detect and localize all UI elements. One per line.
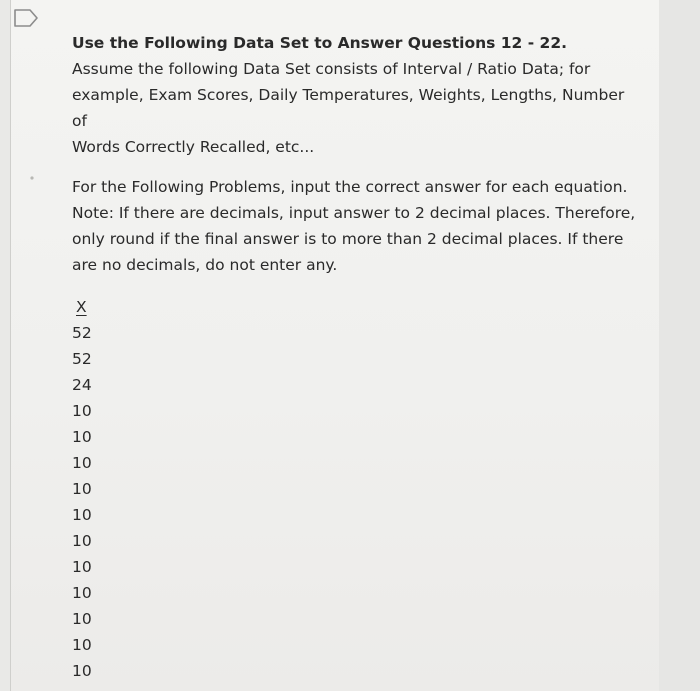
right-margin: [659, 0, 700, 691]
instruction-line: only round if the final answer is to more than 2 decimal places. If there: [72, 230, 624, 248]
data-value: 52: [72, 350, 92, 368]
intro-paragraph: [72, 56, 642, 160]
data-value: 10: [72, 636, 92, 654]
data-value: 10: [72, 480, 92, 498]
question-heading: Use the Following Data Set to Answer Questions 12 - 22.: [72, 34, 568, 52]
data-value: 10: [72, 532, 92, 550]
data-value: 10: [72, 454, 92, 472]
data-set-column: [72, 294, 112, 684]
data-value: 24: [72, 376, 92, 394]
side-mark-icon: [28, 175, 36, 181]
instructions-paragraph: [72, 174, 642, 278]
intro-line: Assume the following Data Set consists of Interval / Ratio Data; for: [72, 60, 591, 78]
data-value: 10: [72, 506, 92, 524]
data-value: 10: [72, 610, 92, 628]
data-value: 10: [72, 402, 92, 420]
intro-line: Words Correctly Recalled, etc...: [72, 138, 315, 156]
flag-icon[interactable]: [13, 8, 39, 28]
column-header-x: X: [76, 298, 87, 316]
instruction-line: Note: If there are decimals, input answer to 2 decimal places. Therefore,: [72, 204, 636, 222]
data-value: 10: [72, 558, 92, 576]
data-value: 10: [72, 428, 92, 446]
data-value: 10: [72, 662, 92, 680]
intro-line: example, Exam Scores, Daily Temperatures, Weights, Lengths, Number of: [72, 86, 625, 130]
question-content: [72, 30, 642, 684]
instruction-line: are no decimals, do not enter any.: [72, 256, 338, 274]
instruction-line: For the Following Problems, input the correct answer for each equation.: [72, 178, 628, 196]
data-value: 52: [72, 324, 92, 342]
data-value: 10: [72, 584, 92, 602]
